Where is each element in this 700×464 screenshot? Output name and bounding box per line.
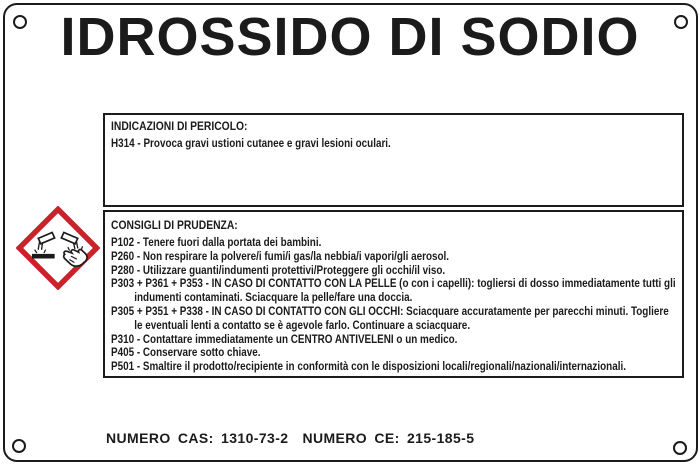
hazard-statement: H314 - Provoca gravi ustioni cutanee e gravi lesioni oculari.	[111, 138, 391, 150]
precaution-statement: P501 - Smaltire il prodotto/recipiente in conformità con le disposizioni locali/regionali/nazionali/internazionali.	[111, 361, 626, 374]
corroded-surface	[32, 254, 55, 259]
ce-number: NUMERO CE: 215-185-5	[302, 430, 475, 446]
mounting-hole-bottom-right	[673, 441, 687, 455]
precaution-statement: P310 - Contattare immediatamente un CENTRO ANTIVELENI o un medico.	[111, 333, 458, 346]
identifier-numbers	[106, 430, 488, 446]
precautionary-statements-box	[103, 210, 684, 378]
pictogram-red-diamond	[19, 209, 96, 286]
hazard-box-heading: INDICAZIONI DI PERICOLO:	[111, 119, 248, 133]
precaution-statement: P102 - Tenere fuori dalla portata dei bambini.	[111, 237, 322, 249]
mounting-hole-bottom-left	[12, 439, 26, 453]
cas-number: NUMERO CAS: 1310-73-2	[106, 430, 289, 446]
precaution-statement: P305 + P351 + P338 - IN CASO DI CONTATTO CON GLI OCCHI: Sciacquare accuratamente per parecchi minuti. Togliere le eventuali lenti a contatto se è agevole farlo. Continuare a sciacquare.	[111, 305, 669, 332]
precaution-box-heading: CONSIGLI DI PRUDENZA:	[111, 218, 238, 232]
sign-title: IDROSSIDO DI SODIO	[60, 7, 640, 67]
precaution-statement: P260 - Non respirare la polvere/i fumi/i gas/la nebbia/i vapori/gli aerosol.	[111, 250, 450, 263]
precaution-statement: P280 - Utilizzare guanti/indumenti protettivi/Proteggere gli occhi/il viso.	[111, 264, 446, 277]
precaution-statement: P303 + P361 + P353 - IN CASO DI CONTATTO CON LA PELLE (o con i capelli): togliersi di dosso immediatamente tutti gli indumenti contaminati. Sciacquare la pelle/fare una doccia.	[111, 278, 676, 305]
ghs05-corrosive-icon	[16, 206, 100, 290]
hazard-statements-box	[103, 113, 684, 207]
precaution-statement: P405 - Conservare sotto chiave.	[111, 347, 261, 360]
